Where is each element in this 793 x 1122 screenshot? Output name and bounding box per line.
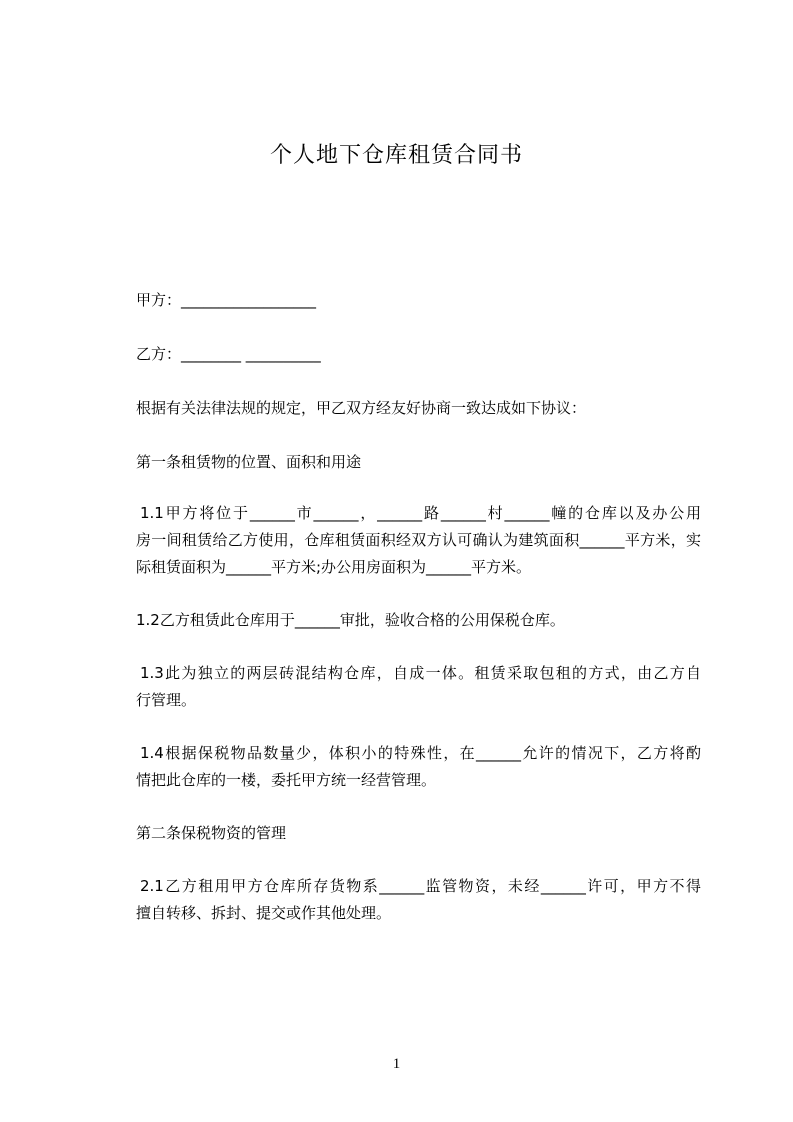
article-1-heading: 第一条租赁物的位置、面积和用途	[136, 453, 362, 471]
clause-2-1-line-1: 2.1乙方租用甲方仓库所存货物系______监管物资，未经______许可，甲方不得	[140, 877, 701, 895]
page-number: 1	[392, 1056, 401, 1072]
clause-1-2: 1.2乙方租赁此仓库用于______审批，验收合格的公用保税仓库。	[136, 611, 565, 629]
document-title: 个人地下仓库租赁合同书	[269, 143, 523, 168]
clause-1-1-line-3: 际租赁面积为______平方米;办公用房面积为______平方米。	[136, 558, 532, 576]
clause-2-1-line-2: 擅自转移、拆封、提交或作其他处理。	[136, 904, 392, 922]
clause-1-1-line-2: 房一间租赁给乙方使用，仓库租赁面积经双方认可确认为建筑面积______平方米，实	[136, 531, 701, 549]
party-b-line: 乙方：________ __________	[136, 345, 321, 363]
party-a-line: 甲方：__________________	[136, 291, 317, 309]
clause-1-1-line-1: 1.1甲方将位于______市______，______路______村______幢的仓库以及办公用	[140, 504, 701, 522]
preamble: 根据有关法律法规的规定，甲乙双方经友好协商一致达成如下协议：	[136, 399, 587, 417]
clause-1-1	[136, 500, 701, 581]
article-2-heading: 第二条保税物资的管理	[136, 824, 287, 842]
clause-1-3	[136, 660, 701, 714]
clause-2-1	[136, 873, 701, 927]
clause-1-4-line-1: 1.4根据保税物品数量少，体积小的特殊性，在______允许的情况下，乙方将酌	[140, 744, 701, 762]
clause-1-4	[136, 740, 701, 794]
clause-1-3-line-2: 行管理。	[136, 691, 197, 709]
clause-1-4-line-2: 情把此仓库的一楼，委托甲方统一经营管理。	[136, 771, 437, 789]
clause-1-3-line-1: 1.3此为独立的两层砖混结构仓库，自成一体。租赁采取包租的方式，由乙方自	[140, 664, 701, 682]
